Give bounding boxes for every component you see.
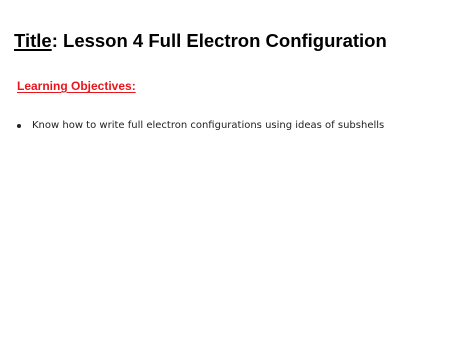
title-text: Lesson 4 Full Electron Configuration [57,30,387,51]
title-separator: : [51,30,58,51]
objectives-list [17,119,384,132]
objective-text: Know how to write full electron configurations using ideas of subshells [32,120,385,131]
objective-item [17,119,384,132]
bullet-icon [17,124,21,128]
slide-title [14,30,387,51]
title-label: Title [14,30,52,51]
learning-objectives-heading: Learning Objectives: [17,79,136,93]
